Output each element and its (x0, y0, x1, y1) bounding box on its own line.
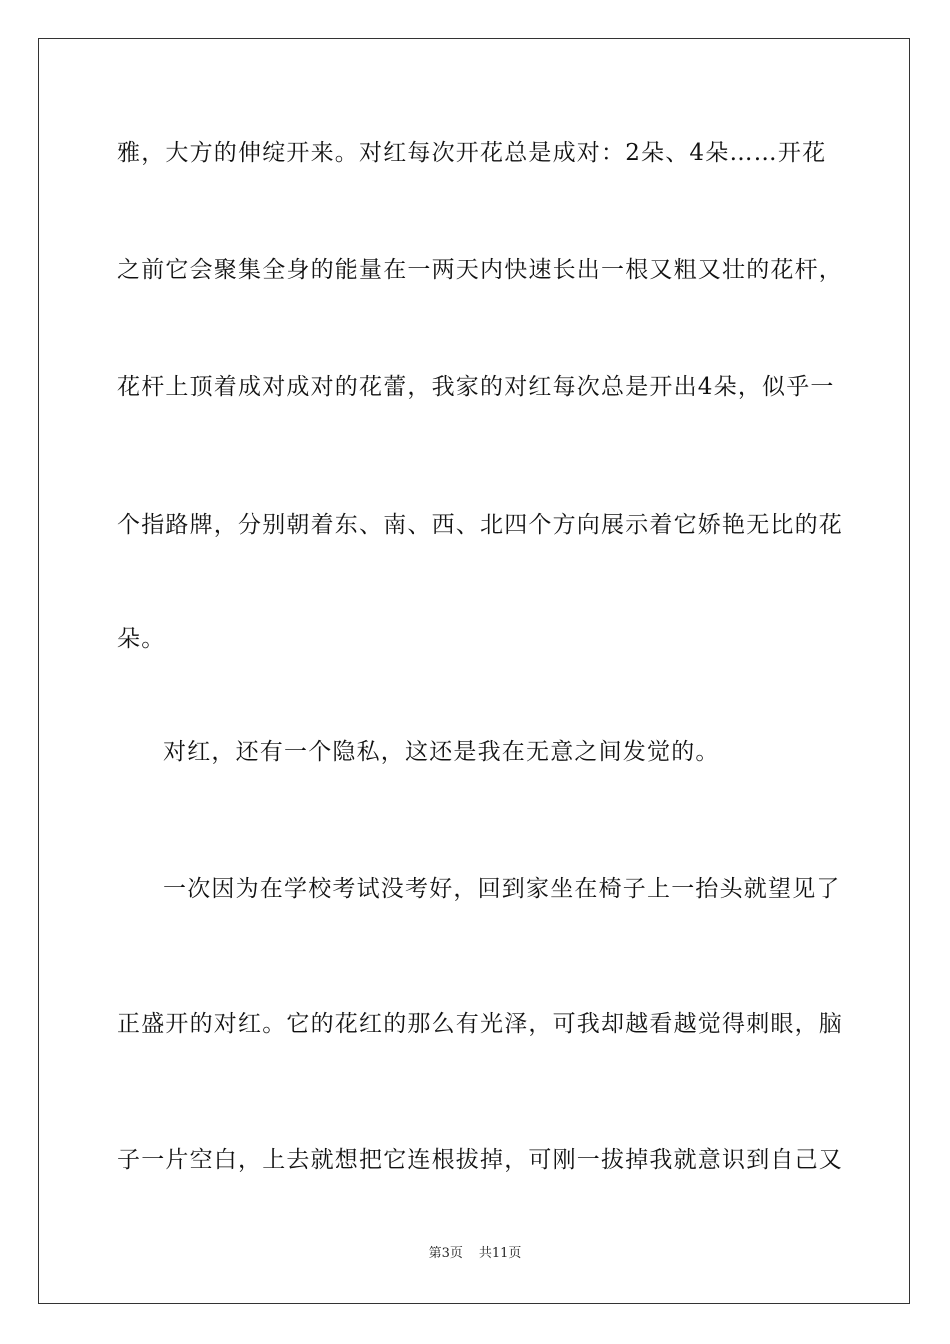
body-text-line-1: 雅，大方的伸绽开来。对红每次开花总是成对：2朵、4朵……开花 (117, 140, 827, 166)
body-text-line-3: 花杆上顶着成对成对的花蕾，我家的对红每次总是开出4朵，似乎一 (117, 374, 835, 400)
page-number: 第3页 (428, 1246, 463, 1261)
body-text-line-8: 正盛开的对红。它的花红的那么有光泽，可我却越看越觉得刺眼，脑 (117, 1011, 843, 1037)
body-text-line-9: 子一片空白，上去就想把它连根拔掉，可刚一拔掉我就意识到自己又 (117, 1147, 843, 1173)
body-text-line-7: 一次因为在学校考试没考好，回到家坐在椅子上一抬头就望见了 (163, 876, 841, 902)
page-footer (0, 1245, 950, 1263)
body-text-line-2: 之前它会聚集全身的能量在一两天内快速长出一根又粗又壮的花杆， (117, 257, 843, 283)
body-text-line-5: 朵。 (117, 626, 166, 652)
page-border (38, 38, 910, 1304)
page-total: 共11页 (478, 1246, 522, 1261)
body-text-line-6: 对红，还有一个隐私，这还是我在无意之间发觉的。 (163, 739, 720, 765)
body-text-line-4: 个指路牌，分别朝着东、南、西、北四个方向展示着它娇艳无比的花 (117, 512, 843, 538)
